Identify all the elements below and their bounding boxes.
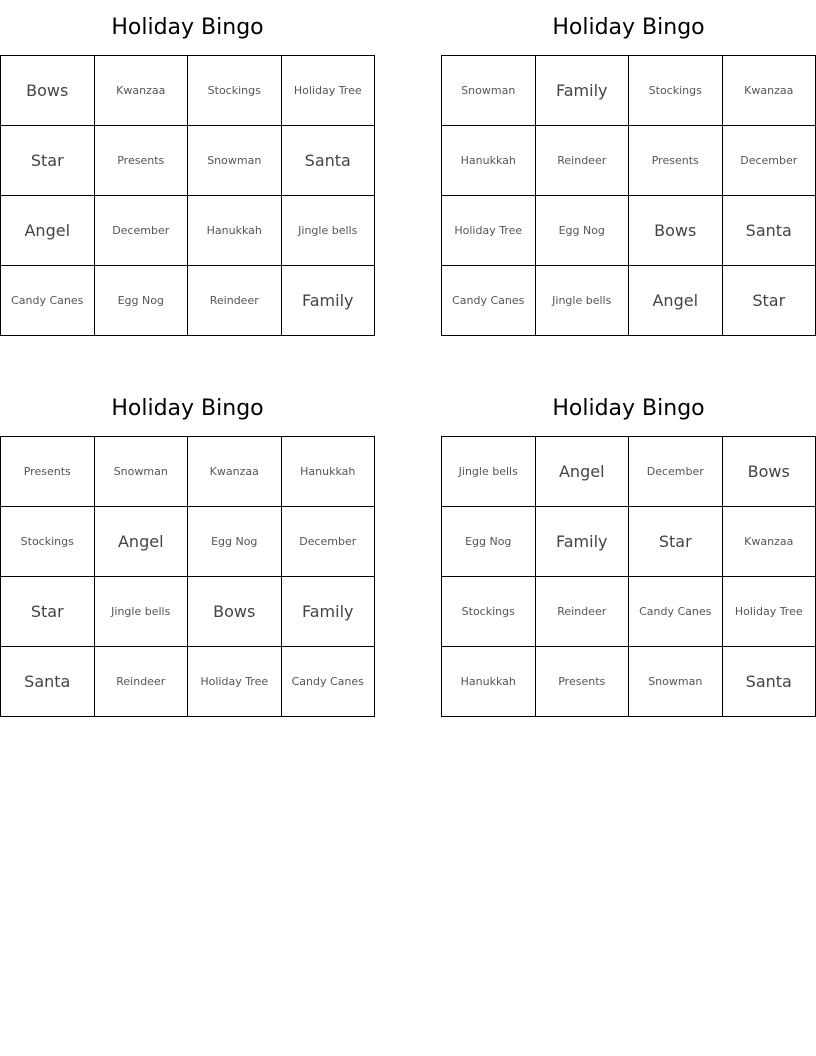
bingo-cell: Bows	[188, 577, 282, 647]
bingo-card-4	[441, 381, 816, 717]
bingo-cell: December	[629, 437, 723, 507]
bingo-cell: Candy Canes	[1, 266, 95, 336]
bingo-cell: Snowman	[629, 647, 723, 717]
bingo-cell: Hanukkah	[442, 647, 536, 717]
bingo-cell: Angel	[95, 507, 189, 577]
bingo-cell: Holiday Tree	[442, 196, 536, 266]
bingo-cell: Egg Nog	[95, 266, 189, 336]
bingo-cell: Stockings	[442, 577, 536, 647]
bingo-cell: Candy Canes	[629, 577, 723, 647]
bingo-cell: Holiday Tree	[282, 56, 376, 126]
bingo-cell: Hanukkah	[282, 437, 376, 507]
bingo-grid	[0, 55, 375, 336]
bingo-cell: Star	[1, 126, 95, 196]
bingo-cell: Star	[1, 577, 95, 647]
bingo-cell: Bows	[1, 56, 95, 126]
bingo-cell: Snowman	[188, 126, 282, 196]
card-title: Holiday Bingo	[552, 396, 705, 421]
bingo-cell: Family	[536, 507, 630, 577]
bingo-card-3	[0, 381, 375, 717]
bingo-cell: Egg Nog	[188, 507, 282, 577]
bingo-cell: Santa	[1, 647, 95, 717]
bingo-cell: Presents	[629, 126, 723, 196]
bingo-cell: Egg Nog	[442, 507, 536, 577]
bingo-cell: Presents	[536, 647, 630, 717]
bingo-cell: Kwanzaa	[723, 507, 816, 577]
bingo-cell: Family	[282, 577, 376, 647]
bingo-cell: Hanukkah	[442, 126, 536, 196]
bingo-cell: Angel	[629, 266, 723, 336]
bingo-cell: Jingle bells	[95, 577, 189, 647]
bingo-cell: Reindeer	[95, 647, 189, 717]
bingo-cell: Angel	[536, 437, 630, 507]
bingo-cell: Family	[282, 266, 376, 336]
bingo-cell: Candy Canes	[282, 647, 376, 717]
bingo-cell: Holiday Tree	[188, 647, 282, 717]
bingo-cell: Jingle bells	[442, 437, 536, 507]
bingo-cell: Candy Canes	[442, 266, 536, 336]
bingo-cell: Kwanzaa	[723, 56, 816, 126]
bingo-cell: Stockings	[188, 56, 282, 126]
bingo-cell: December	[282, 507, 376, 577]
bingo-cell: Snowman	[95, 437, 189, 507]
bingo-cell: Hanukkah	[188, 196, 282, 266]
bingo-cell: Egg Nog	[536, 196, 630, 266]
bingo-card-2	[441, 0, 816, 336]
bingo-cell: December	[723, 126, 816, 196]
bingo-cell: Stockings	[1, 507, 95, 577]
bingo-grid	[441, 436, 816, 717]
bingo-cell: Kwanzaa	[188, 437, 282, 507]
bingo-cell: Jingle bells	[282, 196, 376, 266]
bingo-cell: Reindeer	[536, 577, 630, 647]
bingo-cell: Santa	[723, 647, 816, 717]
bingo-grid	[0, 436, 375, 717]
bingo-cell: Reindeer	[536, 126, 630, 196]
bingo-cell: Santa	[282, 126, 376, 196]
bingo-cell: December	[95, 196, 189, 266]
bingo-cell: Presents	[1, 437, 95, 507]
bingo-cell: Reindeer	[188, 266, 282, 336]
bingo-cell: Kwanzaa	[95, 56, 189, 126]
bingo-cell: Angel	[1, 196, 95, 266]
bingo-cell: Jingle bells	[536, 266, 630, 336]
bingo-cell: Star	[629, 507, 723, 577]
bingo-cell: Family	[536, 56, 630, 126]
bingo-cell: Stockings	[629, 56, 723, 126]
bingo-cell: Santa	[723, 196, 816, 266]
card-title: Holiday Bingo	[111, 396, 264, 421]
bingo-cell: Presents	[95, 126, 189, 196]
bingo-cell: Bows	[723, 437, 816, 507]
bingo-card-1	[0, 0, 375, 336]
bingo-cell: Bows	[629, 196, 723, 266]
bingo-cell: Holiday Tree	[723, 577, 816, 647]
bingo-cell: Star	[723, 266, 816, 336]
bingo-grid	[441, 55, 816, 336]
bingo-cell: Snowman	[442, 56, 536, 126]
card-title: Holiday Bingo	[111, 15, 264, 40]
card-title: Holiday Bingo	[552, 15, 705, 40]
